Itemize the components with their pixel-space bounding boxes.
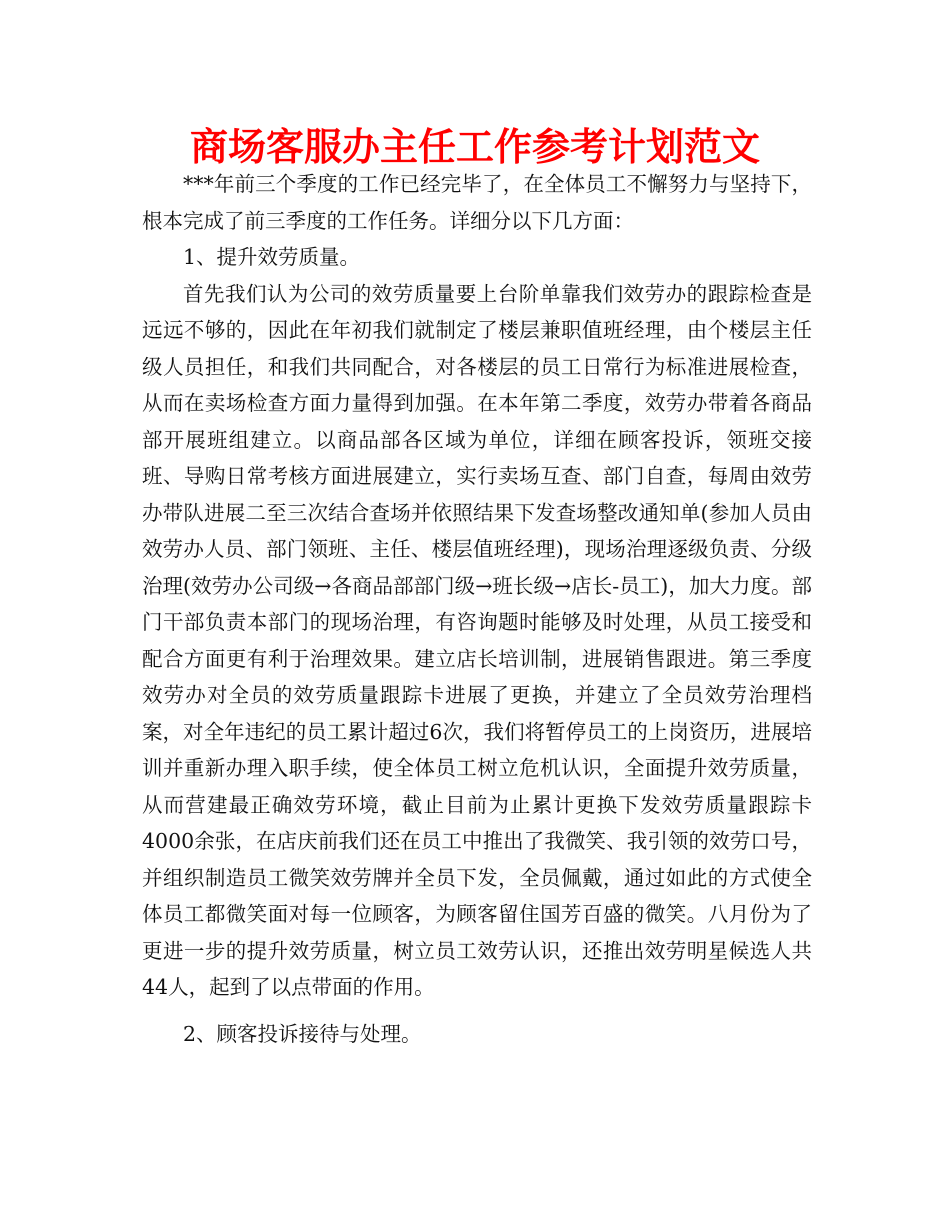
document-title: 商场客服办主任工作参考计划范文 <box>189 125 760 169</box>
section-heading-2: 2、顾客投诉接待与处理。 <box>183 1021 422 1046</box>
section-heading-1: 1、提升效劳质量。 <box>183 245 361 269</box>
section-1-paragraph: 首先我们认为公司的效劳质量要上台阶单靠我们效劳办的跟踪检查是远远不够的，因此在年初我们就制定了楼层兼职值班经理，由个楼层主任级人员担任，和我们共同配合，对各楼层的员工日常行为标准进展检查，从而在卖场检查方面力量得到加强。在本年第二季度，效劳办带着各商品部开展班组建立。以商品部各区域为单位，详细在顾客投诉，领班交接班、导购日常考核方面进展建立，实行卖场互查、部门自查，每周由效劳办带队进展二至三次结合查场并依照结果下发查场整改通知单(参加人员由效劳办人员、部门领班、主任、楼层值班经理)，现场治理逐级负责、分级治理(效劳办公司级→各商品部部门级→班长级→店长-员工)，加大力度。部门干部负责本部门的现场治理，有咨询题时能够及时处理，从员工接受和配合方面更有利于治理效果。建立店长培训制，进展销售跟进。第三季度效劳办对全员的效劳质量跟踪卡进展了更换，并建立了全员效劳治理档案，对全年违纪的员工累计超过6次，我们将暂停员工的上岗资历，进展培训并重新办理入职手续，使全体员工树立危机认识，全面提升效劳质量，从而营建最正确效劳环境，截止目前为止累计更换下发效劳质量跟踪卡4000余张，在店庆前我们还在员工中推出了我微笑、我引领的效劳口号，并组织制造员工微笑效劳牌并全员下发，全员佩戴，通过如此的方式使全体员工都微笑面对每一位顾客，为顾客留住国芳百盛的微笑。八月份为了更进一步的提升效劳质量，树立员工效劳认识，还推出效劳明星候选人共44人，起到了以点带面的作用。 <box>142 281 812 999</box>
intro-paragraph: ***年前三个季度的工作已经完毕了，在全体员工不懈努力与坚持下，根本完成了前三季度的工作任务。详细分以下几方面： <box>142 172 812 233</box>
document-body <box>142 166 812 1052</box>
